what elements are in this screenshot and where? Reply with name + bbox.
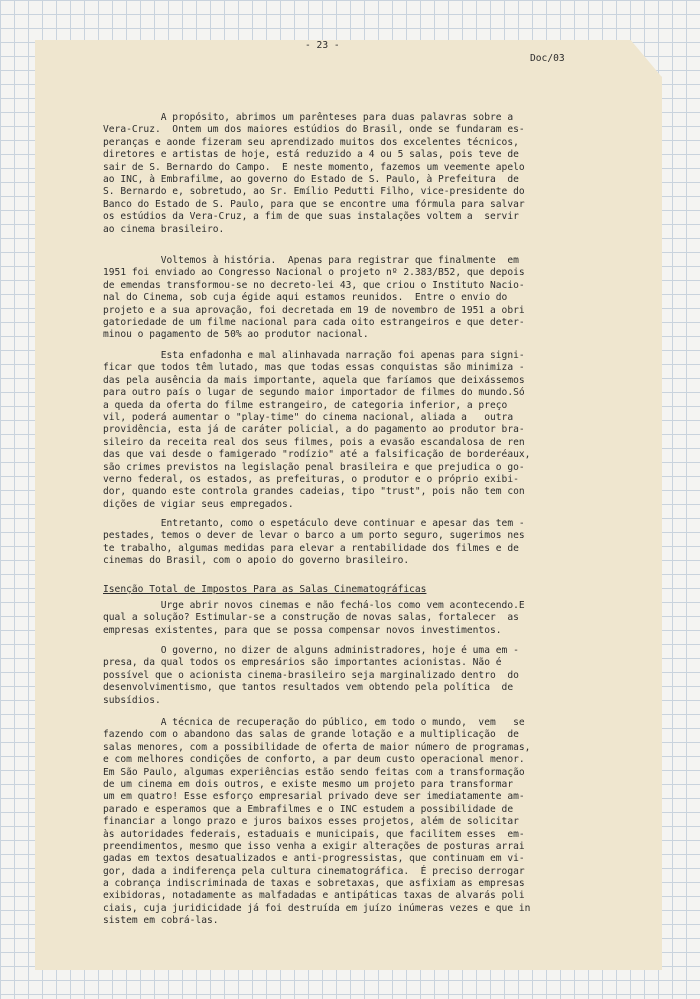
paragraph-technique — [103, 717, 613, 928]
document-reference: Doc/03 — [530, 53, 565, 64]
text-line: ao INC, à Embrafilme, ao governo do Estado de S. Paulo, à Prefeitura de — [103, 173, 519, 185]
text-line: ficar que todos têm lutado, mas que todas essas conquistas são minimiza - — [103, 362, 525, 374]
text-line: Entretanto, como o espetáculo deve continuar e apesar das tem - — [103, 518, 525, 529]
text-line: Em São Paulo, algumas experiências estão sendo feitas com a transformação — [103, 766, 525, 778]
text-line: salas menores, com a possibilidade de oferta de maior número de programas, — [103, 741, 531, 753]
text-line: exibidoras, notadamente as malfadadas e antipáticas taxas de alvarás poli — [103, 890, 525, 902]
text-line: S. Bernardo e, sobretudo, ao Sr. Emílio Pedutti Filho, vice-presidente do — [103, 186, 525, 198]
text-line: ao cinema brasileiro. — [103, 223, 225, 235]
paragraph-government — [103, 645, 613, 707]
text-line: a queda da oferta do filme estrangeiro, de categoria inferior, a preço — [103, 399, 508, 411]
text-line: um em quatro! Esse esforço empresarial privado deve ser imediatamente am- — [103, 791, 525, 803]
text-line: das pela ausência da mais importante, aquela que faríamos que deixássemos — [103, 374, 525, 386]
text-line: qual a solução? Estimular-se a construção de novas salas, fortalecer as — [103, 612, 519, 624]
text-line: te trabalho, algumas medidas para elevar a rentabilidade dos filmes e de — [103, 542, 519, 554]
text-line: pestades, temos o dever de levar o barco a um porto seguro, sugerimos nes — [103, 530, 525, 542]
text-line: dor, quando este controla grandes cadeias, tipo "trust", pois não tem con — [103, 486, 525, 498]
text-line: parado e esperamos que a Embrafilmes e o INC estudem a possibilidade de — [103, 803, 514, 815]
text-line: projeto e a sua aprovação, foi decretada em 19 de novembro de 1951 a obri — [103, 304, 525, 316]
text-line: de um cinema em dois outros, e existe mesmo um projeto para transformar — [103, 778, 514, 790]
text-line: nal do Cinema, sob cuja égide aqui estamos reunidos. Entre o envio do — [103, 292, 508, 304]
text-line: subsídios. — [103, 694, 161, 706]
text-line: cinemas do Brasil, com o apoio do governo brasileiro. — [103, 555, 410, 567]
text-line: 1951 foi enviado ao Congresso Nacional o projeto nº 2.383/B52, que depois — [103, 267, 525, 279]
text-line: das que vai desde o famigerado "rodízio" até a falsificação de borderéaux, — [103, 449, 531, 461]
text-line: a cobrança indiscriminada de taxas e sobretaxas, que asfixiam as empresas — [103, 878, 525, 890]
text-line: Vera-Cruz. Ontem um dos maiores estúdios do Brasil, onde se fundaram es- — [103, 124, 525, 136]
paragraph-vera-cruz — [103, 112, 613, 236]
text-line: Esta enfadonha e mal alinhavada narração foi apenas para signi- — [103, 350, 525, 361]
text-line: A propósito, abrimos um parênteses para duas palavras sobre a — [103, 112, 514, 123]
text-line: A técnica de recuperação do público, em todo o mundo, vem se — [103, 717, 525, 728]
text-line: Urge abrir novos cinemas e não fechá-los como vem acontecendo.E — [103, 600, 525, 611]
text-line: sair de S. Bernardo do Campo. E neste momento, fazemos um veemente apelo — [103, 161, 525, 173]
text-line: presa, da qual todos os empresários são importantes acionistas. Não é — [103, 657, 502, 669]
text-line: empresas existentes, para que se possa compensar novos investimentos. — [103, 624, 502, 636]
text-line: Banco do Estado de S. Paulo, para que se encontre uma fórmula para salvar — [103, 198, 525, 210]
text-line: gor, dada a indiferença pela cultura cinematográfica. É preciso derrogar — [103, 865, 525, 877]
text-line: financiar a longo prazo e juros baixos esses projetos, além de solicitar — [103, 816, 519, 828]
page-number: - 23 - — [305, 40, 340, 51]
text-line: às autoridades federais, estaduais e municipais, que facilitem esses em- — [103, 828, 525, 840]
text-line: possível que o acionista cinema-brasileiro seja marginalizado dentro do — [103, 669, 519, 681]
text-line: gatoriedade de um filme nacional para cada oito estrangeiros e que deter- — [103, 316, 525, 328]
text-line: Voltemos à história. Apenas para registrar que finalmente em — [103, 255, 519, 266]
text-line: verno federal, os estados, as prefeituras, o produtor e o próprio exibi- — [103, 473, 519, 485]
text-line: são crimes previstos na legislação penal brasileira e que prejudica o go- — [103, 461, 525, 473]
text-line: vil, poderá aumentar o "play-time" do cinema nacional, aliada a outra — [103, 411, 514, 423]
text-line: O governo, no dizer de alguns administradores, hoje é uma em - — [103, 645, 519, 656]
paragraph-narration — [103, 350, 613, 511]
text-line: fazendo com o abandono das salas de grande lotação e a multiplicação de — [103, 729, 519, 741]
text-line: os estúdios da Vera-Cruz, a fim de que suas instalações voltem a servir — [103, 211, 519, 223]
paragraph-however — [103, 518, 613, 568]
paragraph-history — [103, 255, 613, 342]
text-line: providência, esta já de caráter policial, a do pagamento ao produtor bra- — [103, 424, 525, 436]
text-line: sileiro da receita real dos seus filmes, pois a evasão escandalosa de ren — [103, 436, 525, 448]
text-line: peranças e aonde fizeram seu aprendizado muitos dos excelentes técnicos, — [103, 136, 519, 148]
text-line: gadas em textos desatualizados e anti-progressistas, que continuam em vi- — [103, 853, 525, 865]
text-line: ciais, cuja juridicidade já foi destruída em juízo inúmeras vezes e que in — [103, 902, 531, 914]
text-line: dições de vigiar seus empregados. — [103, 498, 294, 510]
paragraph-new-cinemas — [103, 600, 613, 637]
text-line: para outro país o lugar de segundo maior importador de filmes do mundo.Só — [103, 387, 525, 399]
text-line: minou o pagamento de 50% ao produtor nacional. — [103, 329, 369, 341]
text-line: e com melhores condições de conforto, a par deum custo operacional menor. — [103, 754, 525, 766]
text-line: sistem em cobrá-las. — [103, 915, 219, 927]
text-line: preendimentos, mesmo que isso venha a exigir alterações de posturas arrai — [103, 840, 525, 852]
text-line: de emendas transformou-se no decreto-lei 43, que criou o Instituto Nacio- — [103, 279, 525, 291]
section-heading: Isenção Total de Impostos Para as Salas Cinematográficas — [103, 584, 427, 595]
text-line: diretores e artistas de hoje, está reduzido a 4 ou 5 salas, pois teve de — [103, 149, 519, 161]
text-line: desenvolvimentismo, que tantos resultados vem obtendo pela política de — [103, 682, 514, 694]
